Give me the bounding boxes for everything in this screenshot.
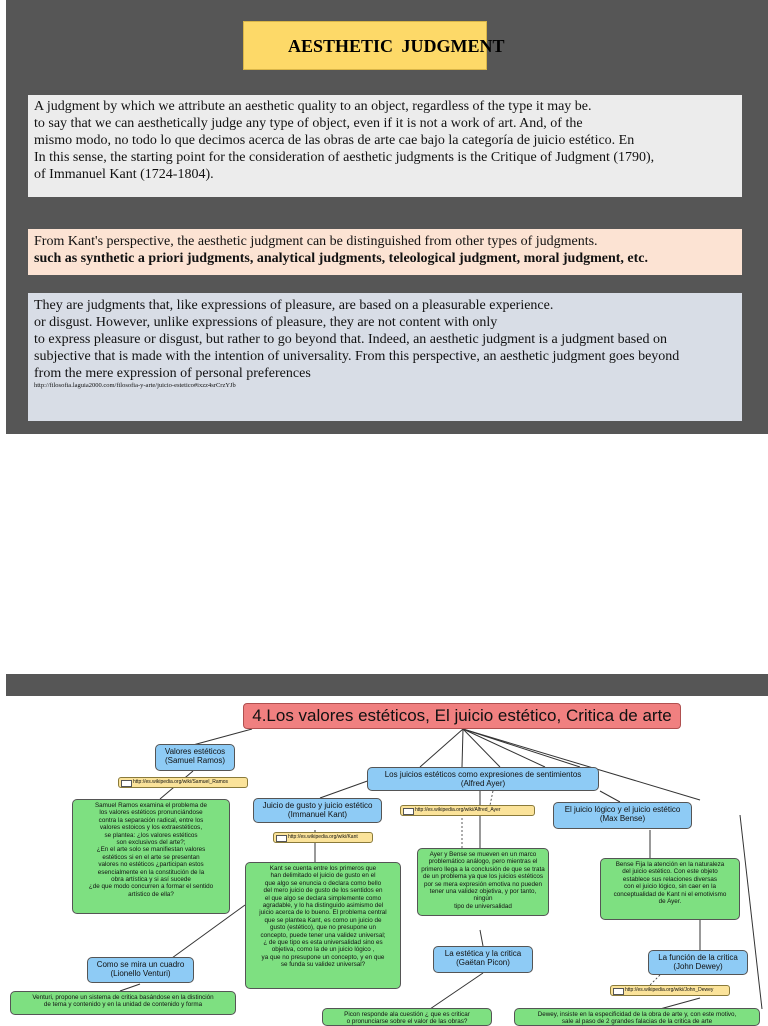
link-label: http://es.wikipedia.org/wiki/Alfred_Ayer xyxy=(415,807,501,813)
connector xyxy=(462,729,463,767)
dashed-connector xyxy=(650,975,660,985)
link-label: http://es.wikipedia.org/wiki/Samuel_Ramos xyxy=(133,779,229,785)
dashed-connector xyxy=(490,791,493,805)
connector xyxy=(193,729,252,745)
definition-line: In this sense, the starting point for the consideration of aesthetic judgments is the Critique of Judgment (1790), xyxy=(34,150,655,165)
web-link-icon xyxy=(121,780,132,787)
node-venturi-text: Venturi, propone un sistema de critica basándose en la distinción de tema y contenido y en la unidad de contenido y forma xyxy=(10,991,236,1015)
node-dewey-text: Dewey, insiste en la especificidad de la obra de arte y, con este motivo, sale al paso de 2 grandes falacias de la critica de arte xyxy=(514,1008,760,1026)
node-valores-esteticos[interactable]: Valores estéticos (Samuel Ramos) xyxy=(155,744,235,771)
kant-line: From Kant's perspective, the aesthetic judgment can be distinguished from other types of judgments. xyxy=(34,234,598,249)
definition-line: of Immanuel Kant (1724-1804). xyxy=(34,167,214,182)
kant-judgment-types: such as synthetic a priori judgments, analytical judgments, teleological judgment, moral judgment, etc. xyxy=(34,251,649,266)
connector xyxy=(430,973,483,1009)
node-kant-text: Kant se cuenta entre los primeros que han delimitado el juicio de gusto en el que algo se enuncia o declara como bello del mero juicio de gusto de los sentidos en el que algo se declara simplemente como agradable, y lo ha distinguido asimismo del juicio acerca de lo bueno. El problema central que se plantea Kant, es como un juicio de gusto (estético), que no presupone un concepto, puede tener una validez universal; ¿ de que tipo es esta universalidad sino es objetiva, como la de un juicio lógico , ya que no presupone un concepto, y en que se funda su validez universal? xyxy=(245,862,401,989)
link-john-dewey[interactable] xyxy=(610,985,730,996)
node-bense-text: Bense Fija la atención en la naturaleza del juicio estético. Con este objeto establece sus relaciones diversas con el juicio lógico, sin caer en la conceptualidad de Kant ni el emotivismo de Ayer. xyxy=(600,858,740,920)
web-link-icon xyxy=(613,988,624,995)
connector xyxy=(320,779,373,798)
connector xyxy=(600,791,620,802)
pleasure-line: from the mere expression of personal preferences xyxy=(34,366,311,381)
node-juicio-logico[interactable]: El juicio lógico y el juicio estético (Max Bense) xyxy=(553,802,692,829)
connector xyxy=(120,984,140,991)
node-ayer-text: Ayer y Bense se mueven en un marco problemático análogo, pero mientras el primero llega a la conclusión de que se trata de un problema ya que los juicios estéticos por se mera expresión emotiva no pueden tener una validez objetiva, y por tanto, ningún tipo de universalidad xyxy=(417,848,549,916)
pleasure-line: They are judgments that, like expressions of pleasure, are based on a pleasurable experience. xyxy=(34,298,554,313)
definition-line: mismo modo, no todo lo que decimos acerca de las obras de arte cae bajo la categoría de juicio estético. En xyxy=(34,133,635,148)
node-ramos-text: Samuel Ramos examina el problema de los valores estéticos pronunciándose contra la separación radical, entre los valores estoicos y los extraestéticos, se plantea: ¿los valores estéticos son exclusivos del arte?; ¿En el arte solo se manifiestan valores estéticos si en el arte se presentan valores no estéticos ¿participan estos esencialmente en la constitución de la obra artística y si así sucede ¿de que modo concurren a formar el sentido artístico de ella? xyxy=(72,799,230,914)
node-juicios-sentimientos[interactable]: Los juicios estéticos como expresiones de sentimientos (Alfred Ayer) xyxy=(367,767,599,791)
link-label: http://es.wikipedia.org/wiki/John_Dewey xyxy=(625,987,714,993)
connector xyxy=(480,930,483,946)
connector xyxy=(463,729,545,767)
connector xyxy=(740,815,762,1009)
link-samuel-ramos[interactable] xyxy=(118,777,248,788)
connector xyxy=(420,729,463,767)
concept-map-title: 4.Los valores estéticos, El juicio estético, Critica de arte xyxy=(243,703,681,729)
pleasure-line: subjective that is made with the intention of universality. From this perspective, an aesthetic judgment goes beyond xyxy=(34,349,680,364)
node-estetica-critica[interactable]: La estética y la critica (Gaëtan Picon) xyxy=(433,946,533,973)
node-juicio-de-gusto[interactable]: Juicio de gusto y juicio estético (Immanuel Kant) xyxy=(253,798,382,823)
slide-title: AESTHETIC JUDGMENT xyxy=(288,36,505,56)
link-label: http://es.wikipedia.org/wiki/Kant xyxy=(288,834,358,840)
node-como-se-mira[interactable]: Como se mira un cuadro (Lionello Venturi) xyxy=(87,957,194,983)
source-link[interactable]: http://filosofia.laguia2000.com/filosofia-y-arte/juicio-estetico#ixzz4srCrzYJb xyxy=(34,382,236,389)
link-alfred-ayer[interactable] xyxy=(400,805,535,816)
web-link-icon xyxy=(403,808,414,815)
link-kant[interactable] xyxy=(273,832,373,843)
definition-line: to say that we can aesthetically judge any type of object, even if it is not a work of art. And, of the xyxy=(34,116,583,131)
pleasure-line: or disgust. However, unlike expressions of pleasure, they are not content with only xyxy=(34,315,498,330)
node-funcion-critica[interactable]: La función de la critica (John Dewey) xyxy=(648,950,748,975)
pleasure-line: to express pleasure or disgust, but rather to go beyond that. Indeed, an aesthetic judgment is a judgment based on xyxy=(34,332,667,347)
node-picon-text: Picon responde ala cuestión ¿ que es criticar o pronunciarse sobre el valor de las obras? xyxy=(322,1008,492,1026)
web-link-icon xyxy=(276,835,287,842)
definition-line: A judgment by which we attribute an aesthetic quality to an object, regardless of the type it may be. xyxy=(34,99,592,114)
